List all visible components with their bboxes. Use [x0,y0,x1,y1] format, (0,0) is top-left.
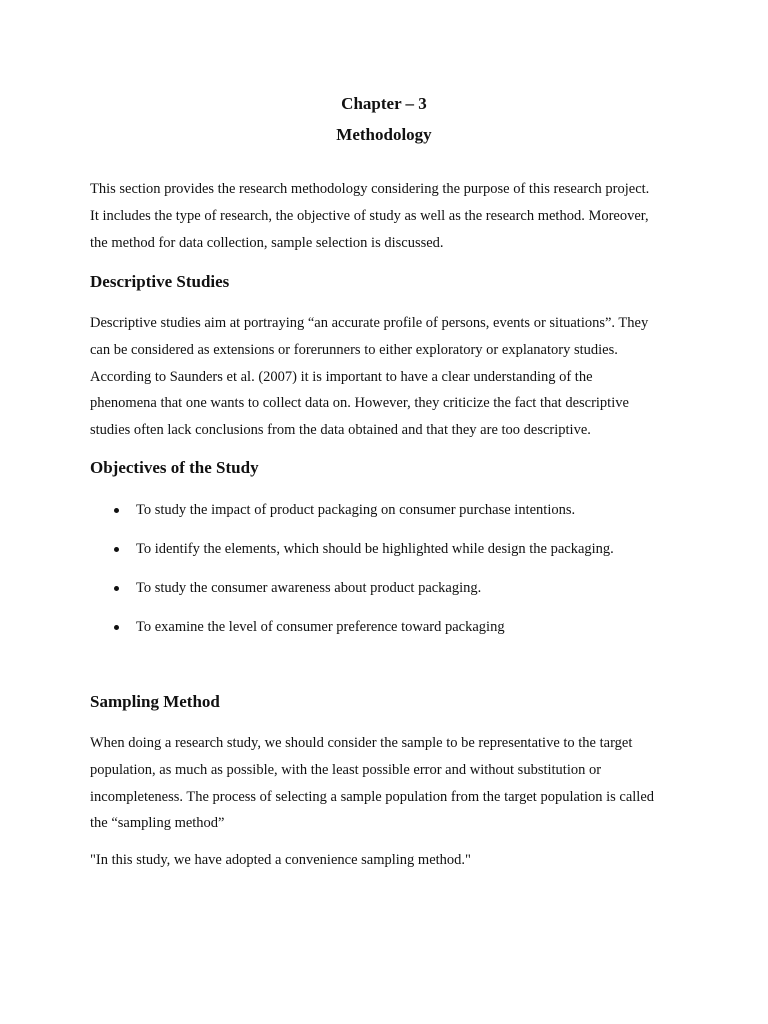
objective-text: To study the consumer awareness about product packaging. [136,580,482,596]
intro-line: This section provides the research methodology considering the purpose of this research project. [90,181,650,197]
descriptive-studies-paragraph [90,310,690,444]
list-item [90,537,614,576]
descriptive-line: According to Saunders et al. (2007) it is important to have a clear understanding of the [90,368,593,385]
bullet-icon [114,625,119,630]
chapter-title: Chapter – 3 [341,94,427,113]
descriptive-line: phenomena that one wants to collect data on. However, they criticize the fact that descriptive [90,395,629,412]
bullet-icon [114,586,119,591]
page-title: Methodology [336,125,432,144]
descriptive-line: studies often lack conclusions from the data obtained and that they are too descriptive. [90,422,591,439]
descriptive-line: Descriptive studies aim at portraying “an accurate profile of persons, events or situations”. They [90,315,649,331]
sampling-quote [90,847,690,874]
objective-text: To study the impact of product packaging on consumer purchase intentions. [136,502,576,518]
bullet-icon [114,508,119,513]
list-item [90,615,614,654]
quote-line: "In this study, we have adopted a convenience sampling method." [90,852,471,868]
intro-line: the method for data collection, sample selection is discussed. [90,234,444,251]
intro-line: It includes the type of research, the objective of study as well as the research method. Moreover, [90,207,649,224]
intro-paragraph [90,176,690,256]
bullet-icon [114,547,119,552]
objective-text: To identify the elements, which should be highlighted while design the packaging. [136,541,614,557]
sampling-line: the “sampling method” [90,815,225,832]
sampling-method-paragraph [90,730,690,837]
sampling-line: When doing a research study, we should consider the sample to be representative to the target [90,735,633,751]
objectives-list [90,498,614,654]
sampling-line: population, as much as possible, with the least possible error and without substitution or [90,761,602,778]
descriptive-studies-heading: Descriptive Studies [90,272,230,291]
objective-text: To examine the level of consumer preference toward packaging [136,619,505,635]
sampling-line: incompleteness. The process of selecting a sample population from the target population is called [90,788,655,805]
list-item [90,576,614,615]
list-item [90,498,614,537]
descriptive-line: can be considered as extensions or forerunners to either exploratory or explanatory studies. [90,341,618,358]
objectives-heading: Objectives of the Study [90,458,259,477]
sampling-method-heading: Sampling Method [90,692,220,711]
